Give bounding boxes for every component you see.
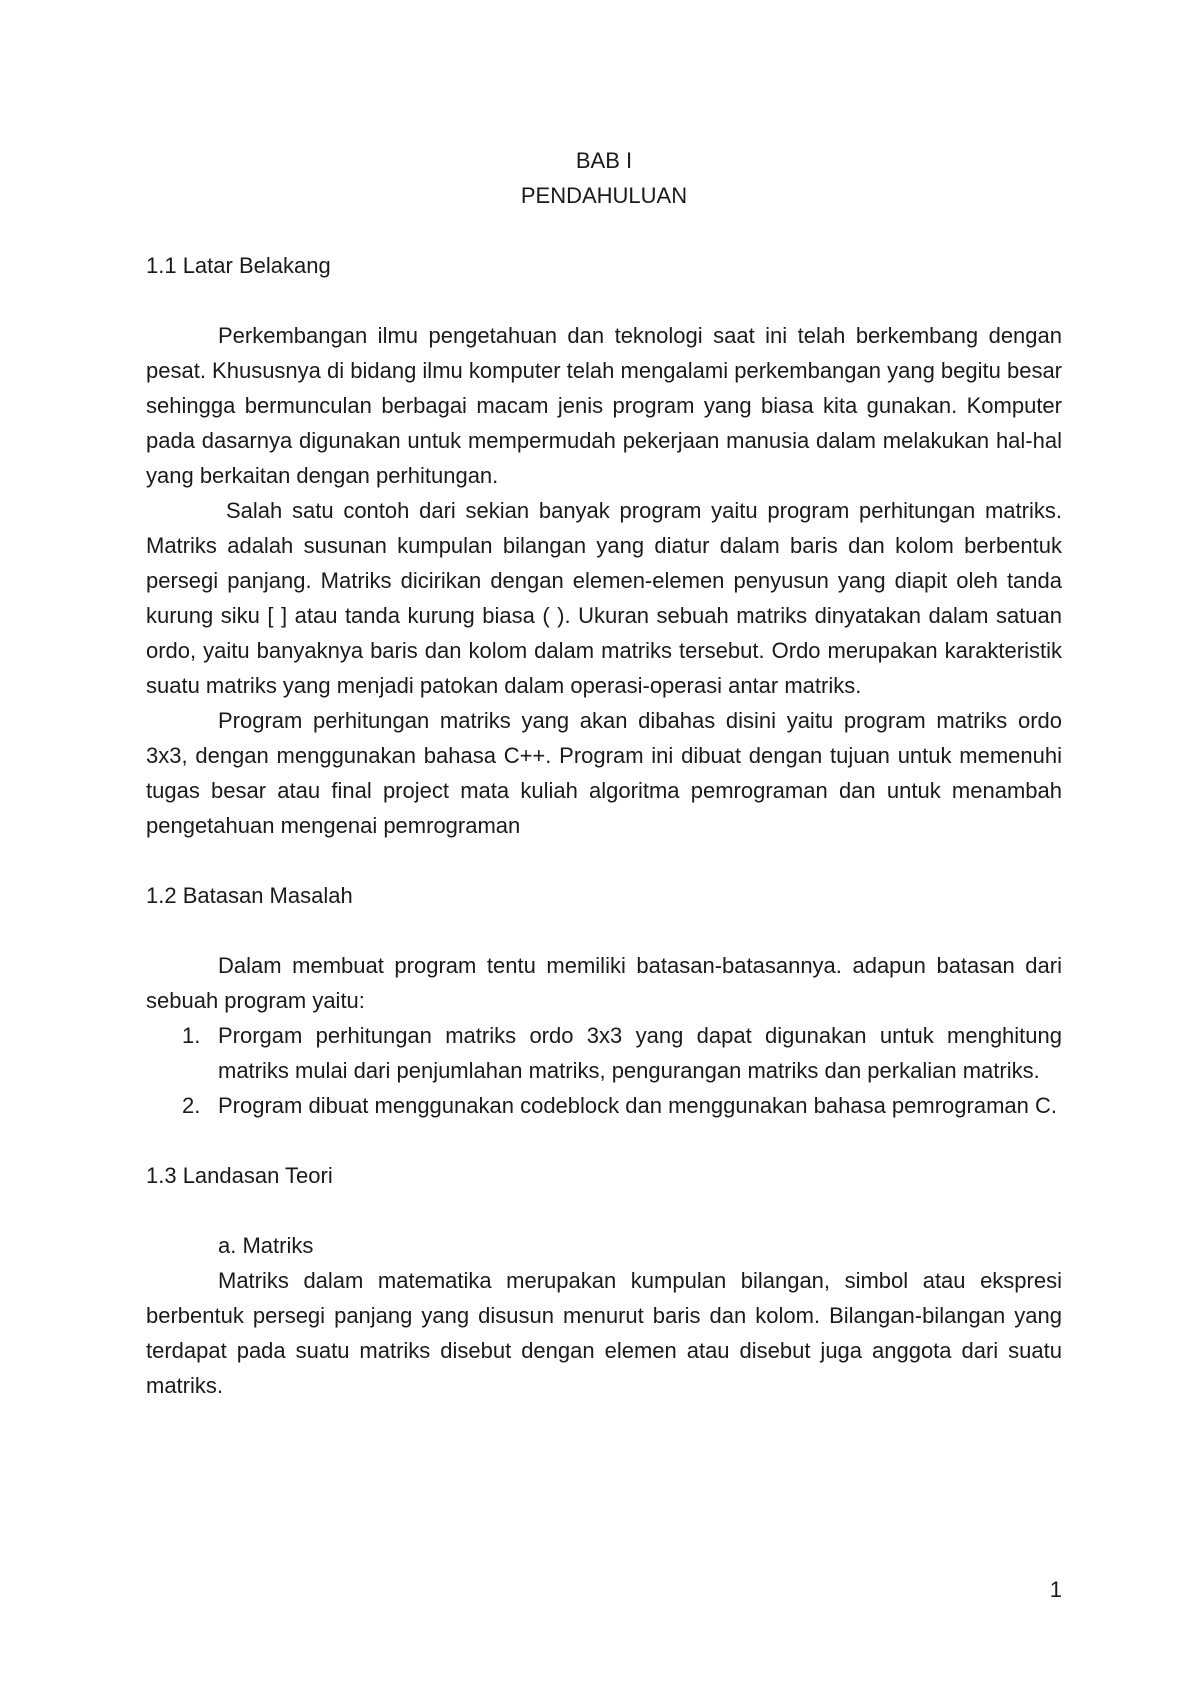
paragraph: Dalam membuat program tentu memiliki batasan-batasannya. adapun batasan dari sebuah program yaitu: xyxy=(146,953,1062,1013)
spacer xyxy=(146,283,1062,318)
chapter-label: BAB I xyxy=(575,148,633,173)
document-page xyxy=(146,143,1062,1403)
list-item xyxy=(146,1018,1062,1088)
paragraph: Salah satu contoh dari sekian banyak program yaitu program perhitungan matriks. Matriks adalah susunan kumpulan bilangan yang diatur dalam baris dan kolom berbentuk persegi panjang. Matriks dicirikan dengan elemen-elemen penyusun yang diapit oleh tanda kurung siku [ ] atau tanda kurung biasa ( ). Ukuran sebuah matriks dinyatakan dalam satuan ordo, yaitu banyaknya baris dan kolom dalam matriks tersebut. Ordo merupakan karakteristik suatu matriks yang menjadi patokan dalam operasi-operasi antar matriks. xyxy=(146,498,1062,698)
spacer xyxy=(146,1193,1062,1228)
ordered-list xyxy=(146,1018,1062,1123)
list-item-text: Program dibuat menggunakan codeblock dan menggunakan bahasa pemrograman C. xyxy=(218,1093,1057,1118)
section-title-latar-belakang: 1.1 Latar Belakang xyxy=(146,253,331,278)
list-item xyxy=(146,1088,1062,1123)
paragraph: Perkembangan ilmu pengetahuan dan teknologi saat ini telah berkembang dengan pesat. Khususnya di bidang ilmu komputer telah mengalami perkembangan yang begitu besar sehingga bermunculan berbagai macam jenis program yang biasa kita gunakan. Komputer pada dasarnya digunakan untuk mempermudah pekerjaan manusia dalam melakukan hal-hal yang berkaitan dengan perhitungan. xyxy=(146,323,1063,488)
subheading-matriks: a. Matriks xyxy=(218,1233,314,1258)
list-item-number: 1. xyxy=(182,1023,201,1048)
chapter-title: PENDAHULUAN xyxy=(520,183,688,208)
paragraph: Program perhitungan matriks yang akan dibahas disini yaitu program matriks ordo 3x3, dengan menggunakan bahasa C++. Program ini dibuat dengan tujuan untuk memenuhi tugas besar atau final project mata kuliah algoritma pemrograman dan untuk menambah pengetahuan mengenai pemrograman xyxy=(146,708,1062,838)
spacer xyxy=(146,213,1062,248)
list-item-text: Prorgam perhitungan matriks ordo 3x3 yang dapat digunakan untuk menghitung matriks mulai dari penjumlahan matriks, pengurangan matriks dan perkalian matriks. xyxy=(218,1023,1062,1083)
section-title-landasan-teori: 1.3 Landasan Teori xyxy=(146,1163,333,1188)
section-title-batasan-masalah: 1.2 Batasan Masalah xyxy=(146,883,353,908)
page-number: 1 xyxy=(1049,1577,1062,1602)
spacer xyxy=(146,913,1062,948)
paragraph: Matriks dalam matematika merupakan kumpulan bilangan, simbol atau ekspresi berbentuk persegi panjang yang disusun menurut baris dan kolom. Bilangan-bilangan yang terdapat pada suatu matriks disebut dengan elemen atau disebut juga anggota dari suatu matriks. xyxy=(146,1268,1062,1398)
spacer xyxy=(146,1123,1062,1158)
spacer xyxy=(146,843,1062,878)
list-item-number: 2. xyxy=(182,1093,201,1118)
